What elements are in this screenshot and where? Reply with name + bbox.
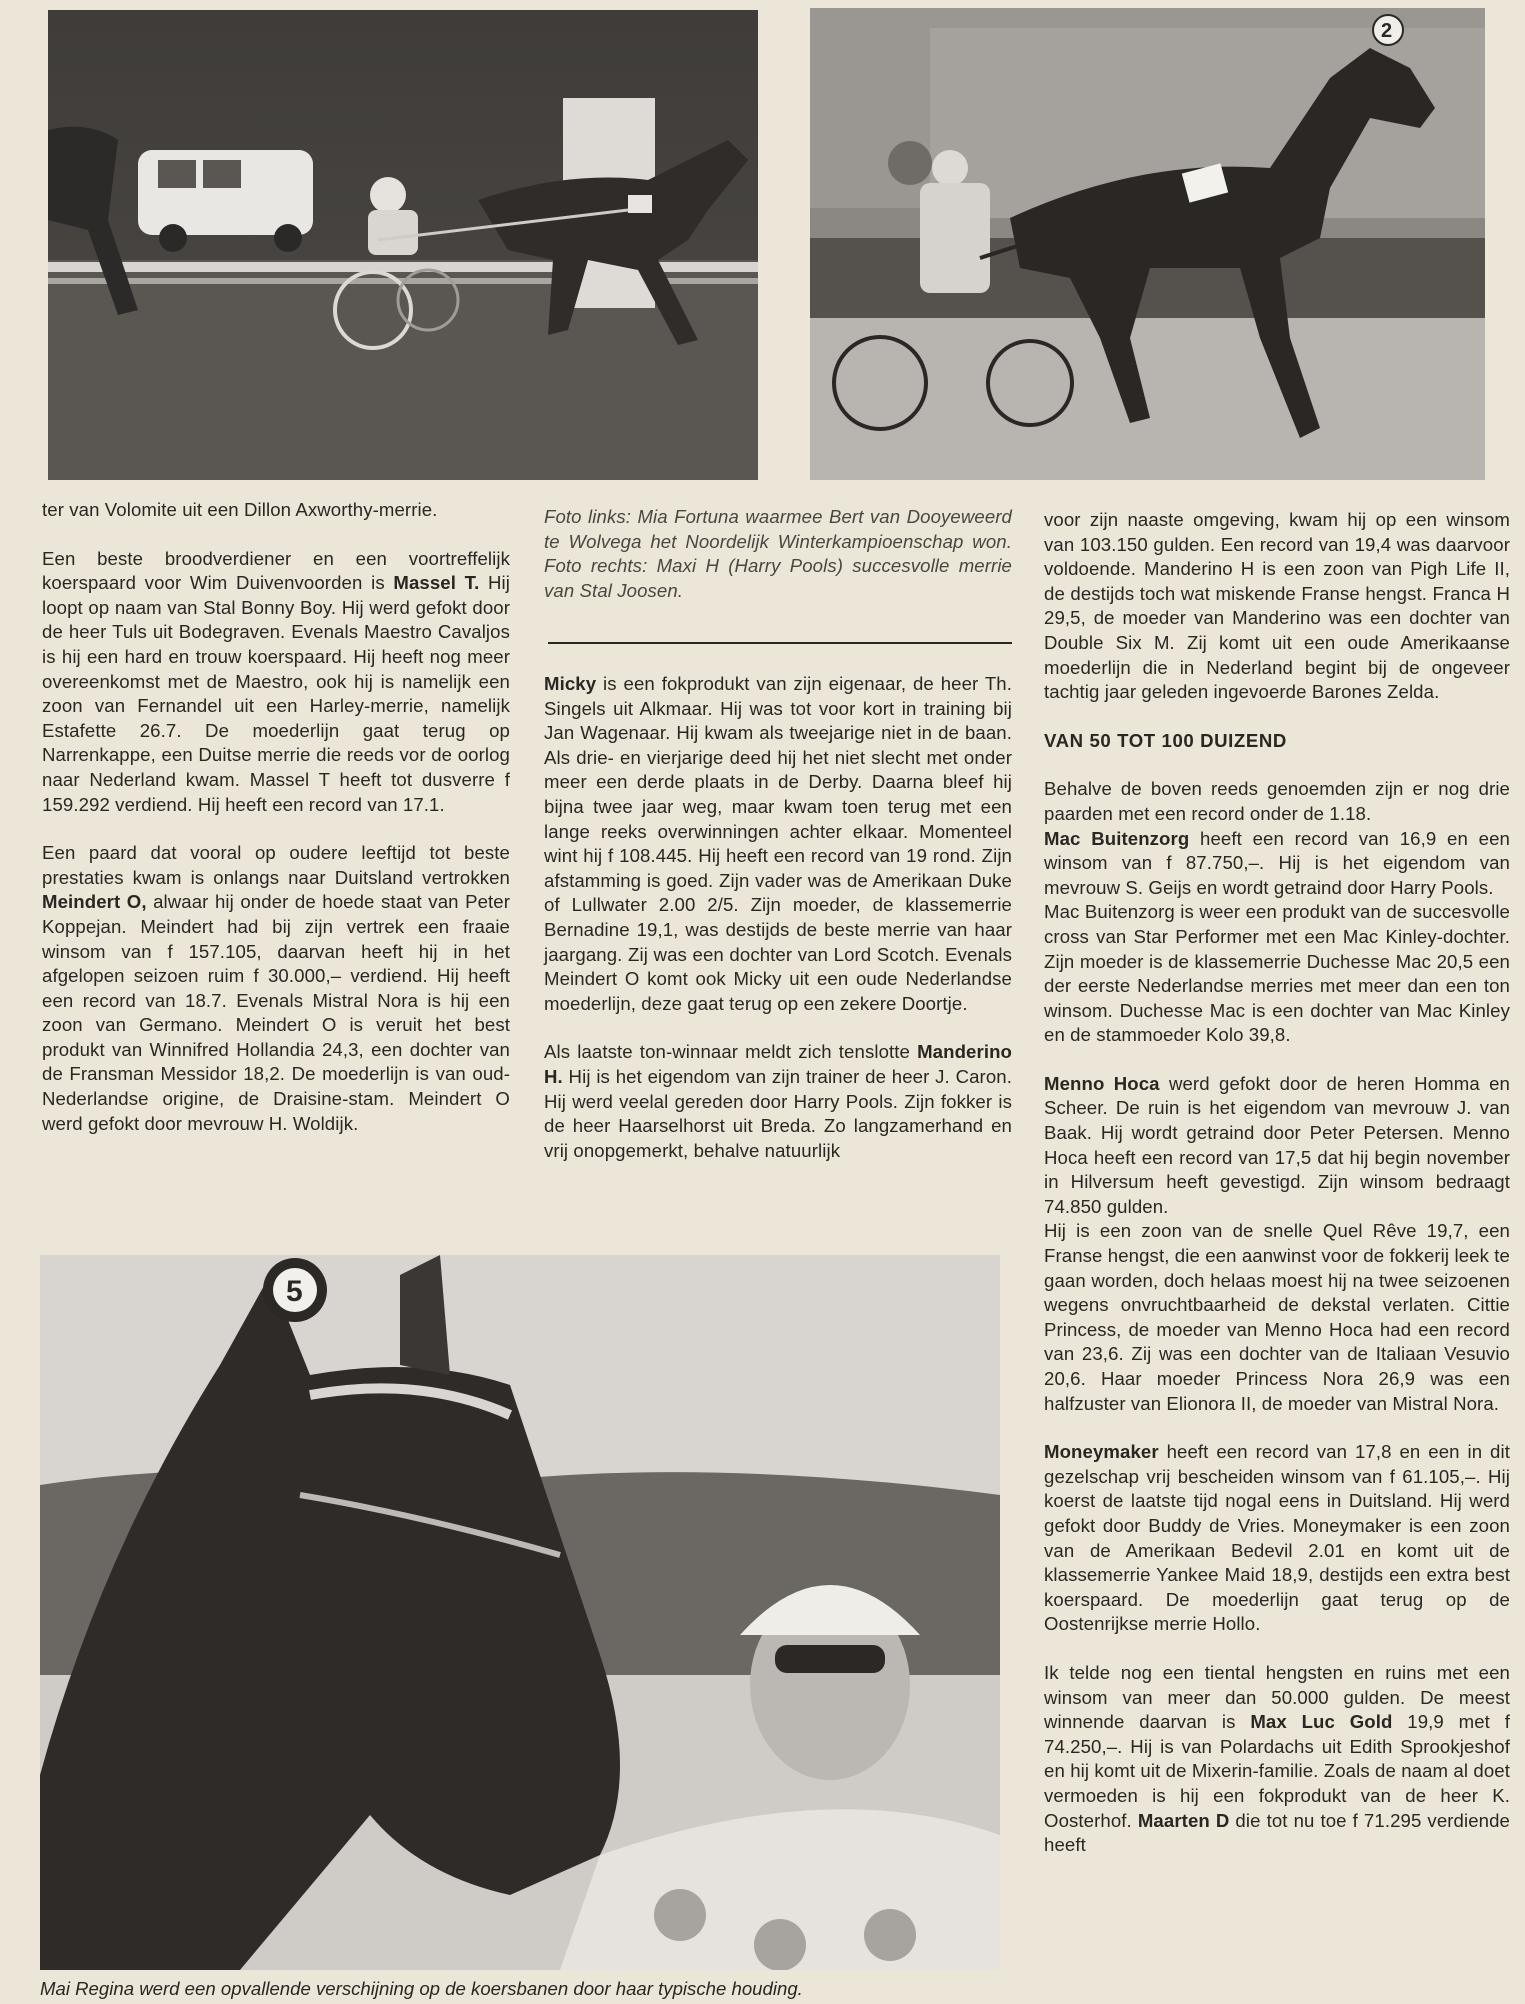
paragraph-massel-t: Een beste broodverdiener en een voortreffelijk koerspaard voor Wim Duivenvoorden is Massel T. Hij loopt op naam van Stal Bonny Boy. Hij werd gefokt door de heer Tuls uit Bodegraven. Evenals Maestro Cavaljos is hij een hard en trouw koerspaard. Hij heeft nog meer overeenkomst met de Maestro, ook hij is namelijk een zoon van Fernandel uit een Harley-merrie, namelijk Estafette 26.7. De moederlijn gaat terug op Narrenkappe, een Duitse merrie die reeds vor de oorlog naar Nederland kwam. Massel T heeft tot dusverre f 159.292 verdiend. Hij heeft een record van 17.1. — [42, 547, 510, 815]
paragraph-intro-50-100: Behalve de boven reeds genoemden zijn er nog drie paarden met een record onder de 1.18. — [1044, 778, 1510, 824]
name-maarten-d: Maarten D — [1137, 1809, 1230, 1831]
paragraph-col3-0: voor zijn naaste omgeving, kwam hij op een winsom van 103.150 gulden. Een record van 19,4 was daarvoor voldoende. Manderino H is een zoon van Pigh Life II, de destijds toch wat miskende Franse hengst. Franca H 29,5, de moeder van Manderino was een dochter van Double Six M. Zij komt uit een oude Amerikaanse moederlijn die in Nederland begint bij de ongeveer tachtig jaar geleden ingevoerde Barones Zelda. — [1044, 509, 1510, 703]
name-moneymaker: Moneymaker — [1044, 1441, 1159, 1463]
photo-maxi-h — [810, 8, 1485, 480]
paragraph-micky: Micky is een fokprodukt van zijn eigenaar, de heer Th. Singels uit Alkmaar. Hij was tot voor kort in training bij Jan Wagenaar. Hij kwam als tweejarige niet in de baan. Als drie- en vierjarige deed hij het niet slecht met onder meer een derde plaats in de Derby. Daarna bleef hij bijna twee jaar weg, maar kwam toen terug met een lange reeks overwinningen achter elkaar. Momenteel wint hij f 108.445. Hij heeft een record van 19 rond. Zijn afstamming is goed. Zijn vader was de Amerikaan Duke of Lullwater 2.00 2/5. Zijn moeder, de klassemerrie Bernadine 19,1, was destijds de beste merrie van haar jaargang. Zij was een dochter van Lord Scotch. Evenals Meindert O komt ook Micky uit een oude Nederlandse moederlijn, deze gaat terug op een zekere Doortje. — [544, 673, 1012, 1014]
name-menno-hoca: Menno Hoca — [1044, 1072, 1160, 1094]
name-max-luc-gold: Max Luc Gold — [1250, 1711, 1393, 1733]
column-3 — [1044, 508, 1510, 1882]
column-2-body — [544, 672, 1012, 1187]
name-massel-t: Massel T. — [393, 572, 480, 594]
paragraph-menno-hoca: Menno Hoca werd gefokt door de heren Homma en Scheer. De ruin is het eigendom van mevrouw J. van Baak. Hij wordt getraind door Peter Petersen. Menno Hoca heeft een record van 17,5 dat hij begin november in Hilversum heeft gevestigd. Zijn winsom bedraagt 74.850 gulden. — [1044, 1072, 1510, 1217]
paragraph-moneymaker: Moneymaker heeft een record van 17,8 en een in dit gezelschap vrij bescheiden winsom van f 61.105,–. Hij koerst de laatste tijd nogal eens in Duitsland. Hij werd gefokt door Buddy de Vries. Moneymaker is een zoon van de Amerikaan Bedevil 2.01 en komt uit de klassemerrie Yankee Maid 18,9, destijds een extra best koerspaard. De moederlijn gaat terug op de Oostenrijkse merrie Hollo. — [1044, 1441, 1510, 1635]
paragraph-col1-0: ter van Volomite uit een Dillon Axworthy-merrie. — [42, 499, 438, 520]
horse-number-5: 5 — [286, 1275, 303, 1308]
paragraph-menno-hoca-2: Hij is een zoon van de snelle Quel Rêve 19,7, een Franse hengst, die een aanwinst voor de fokkerij leek te gaan worden, doch helaas moest hij na twee seizoenen wegens onvruchtbaarheid de dekstal verlaten. Cittie Princess, de moeder van Menno Hoca had een record van 23,6. Zij was een dochter van de Italiaan Vesuvio 20,6. Haar moeder Princess Nora 26,9 was een halfzuster van Elionora II, de moeder van Mistral Nora. — [1044, 1220, 1510, 1414]
name-manderino-h: Manderino H. — [544, 1041, 1012, 1087]
photo-caption-top: Foto links: Mia Fortuna waarmee Bert van Dooyeweerd te Wolvega het Noordelijk Winterkampioenschap won. Foto rechts: Maxi H (Harry Pools) succesvolle merrie van Stal Joosen. — [544, 506, 1012, 601]
name-mac-buitenzorg: Mac Buitenzorg — [1044, 827, 1190, 849]
paragraph-mac-buitenzorg-2: Mac Buitenzorg is weer een produkt van de succesvolle cross van Star Performer met een Mac Kinley-dochter. Zijn moeder is de klassemerrie Duchesse Mac 20,5 een der eerste Nederlandse merries met meer dan een ton winsom. Duchesse Mac is een dochter van Mac Kinley en de stammoeder Kolo 39,8. — [1044, 901, 1510, 1046]
horse-number-2: 2 — [1381, 20, 1393, 42]
column-2 — [544, 505, 1012, 627]
name-micky: Micky — [544, 673, 597, 694]
paragraph-meindert-o: Een paard dat vooral op oudere leeftijd tot beste prestaties kwam is onlangs naar Duitsland vertrokken Meindert O, alwaar hij onder de hoede staat van Peter Koppejan. Meindert had bij zijn vertrek een fraaie winsom van f 157.105, daarvan heeft hij in het afgelopen seizoen ruim f 30.000,– verdiend. Hij heeft een record van 18.7. Evenals Mistral Nora is hij een zoon van Germano. Meindert O is veruit het best produkt van Winnifred Hollandia 24,3, een dochter van de Fransman Messidor 18,2. De moederlijn is van oud-Nederlandse origine, de Draisine-stam. Meindert O werd gefokt door mevrouw H. Woldijk. — [42, 842, 511, 1134]
name-meindert-o: Meindert O, — [42, 891, 147, 913]
caption-divider — [548, 642, 1012, 644]
photo-race-night — [48, 10, 758, 480]
section-heading: VAN 50 TOT 100 DUIZEND — [1044, 729, 1287, 751]
paragraph-mac-buitenzorg: Mac Buitenzorg heeft een record van 16,9 en een winsom van f 87.750,–. Hij is het eigendom van mevrouw S. Geijs en wordt getraind door Harry Pools. — [1044, 827, 1510, 898]
bottom-photo-caption: Mai Regina werd een opvallende verschijning op de koersbanen door haar typische houding. — [40, 1978, 803, 1999]
column-1 — [42, 498, 510, 1160]
photo-mai-regina — [40, 1255, 1000, 1970]
paragraph-manderino-h: Als laatste ton-winnaar meldt zich tenslotte Manderino H. Hij is het eigendom van zijn trainer de heer J. Caron. Hij werd veelal gereden door Harry Pools. Zijn fokker is de heer Haarselhorst uit Breda. Zo langzamerhand en vrij onopgemerkt, behalve natuurlijk — [544, 1041, 1012, 1161]
paragraph-max-luc-gold: Ik telde nog een tiental hengsten en ruins met een winsom van meer dan 50.000 gulden. De meest winnende daarvan is Max Luc Gold 19,9 met f 74.250,–. Hij is van Polardachs uit Edith Sprookjeshof en hij komt uit de Mixerin-familie. Zoals de naam al doet vermoeden is hij een fokprodukt van de heer K. Oosterhof. Maarten D die tot nu toe f 71.295 verdiende heeft — [1044, 1661, 1510, 1856]
